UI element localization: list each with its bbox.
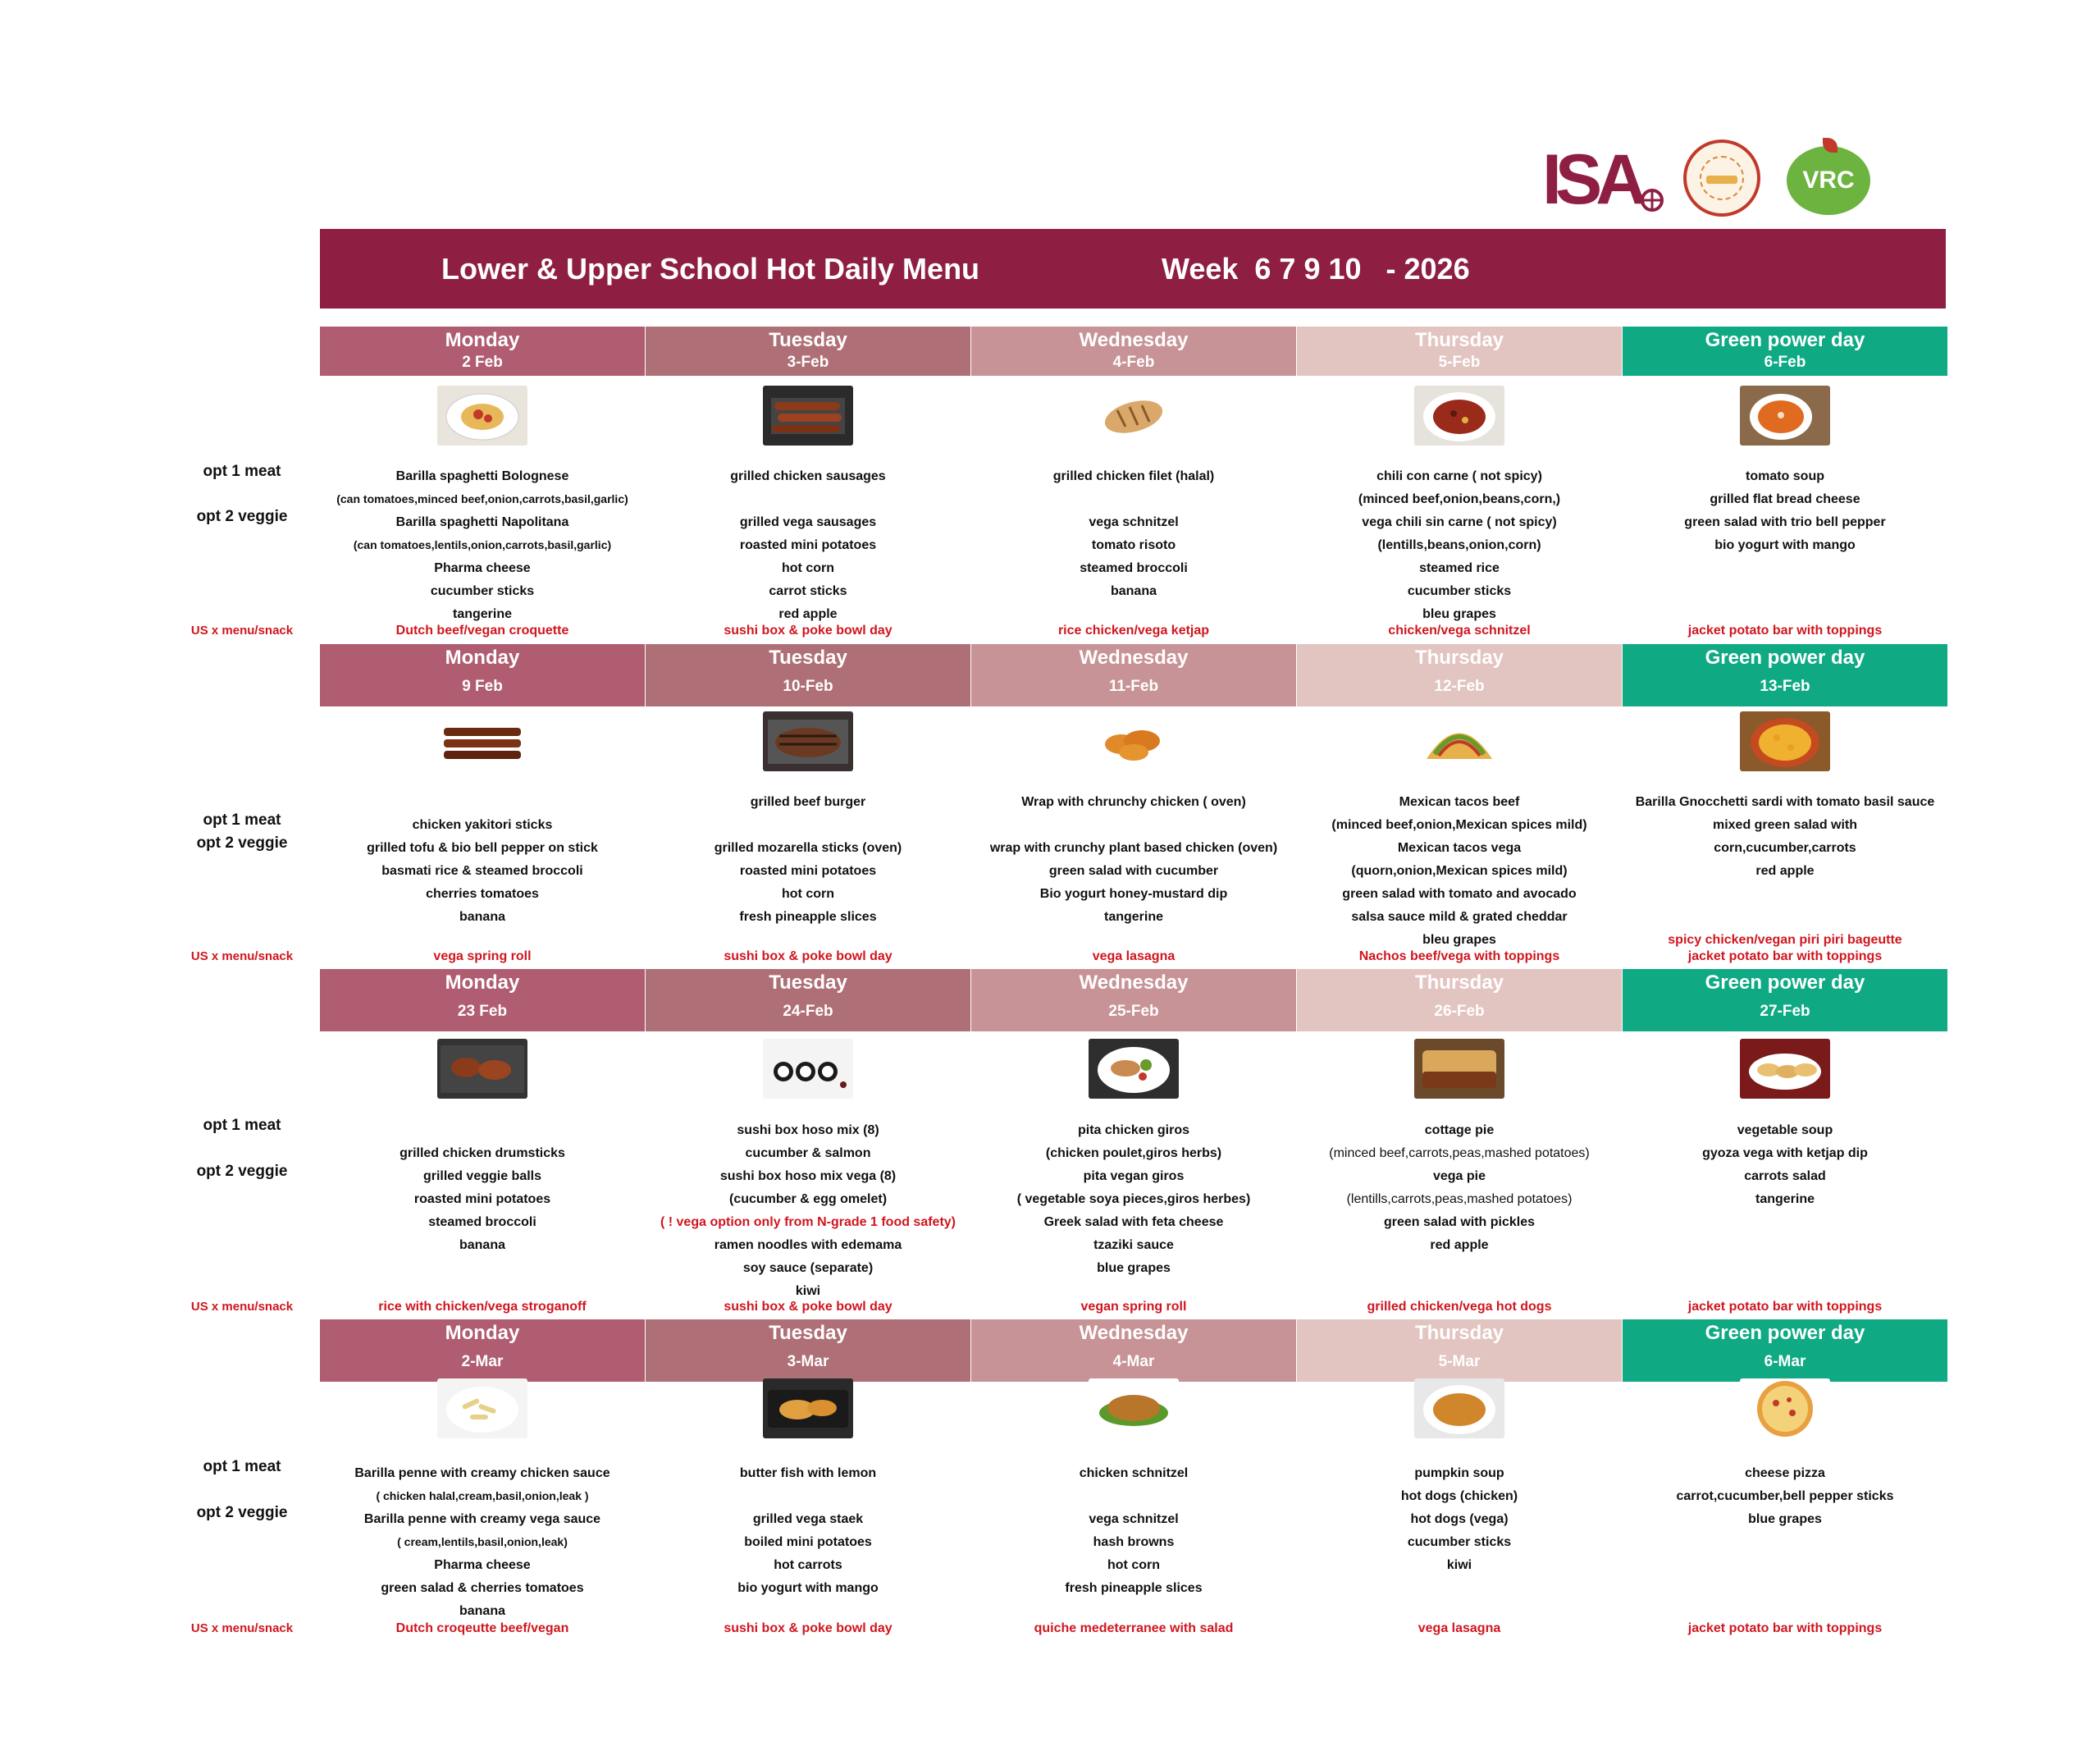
- menu-item: (can tomatoes,minced beef,onion,carrots,basil,garlic): [336, 492, 628, 505]
- food-photo-beef-burger: [763, 711, 853, 771]
- row-label-us: US x menu/snack: [190, 949, 294, 963]
- menu-item: (minced beef,onion,beans,corn,): [1358, 492, 1561, 506]
- menu-item: basmati rice & steamed broccoli: [381, 864, 583, 878]
- food-photo-penne: [437, 1378, 527, 1438]
- menu-item: red apple: [1755, 864, 1815, 878]
- day-name: Thursday: [1414, 971, 1504, 994]
- day-name: Green power day: [1705, 971, 1865, 994]
- day-date: 6-Feb: [1764, 354, 1806, 371]
- us-snack: sushi box & poke bowl day: [724, 1621, 892, 1635]
- food-photo-taco: [1414, 711, 1504, 771]
- day-name: Monday: [445, 1322, 520, 1344]
- day-header: [971, 969, 1296, 1031]
- day-date: 9 Feb: [462, 678, 503, 695]
- food-photo-gyoza: [1740, 1039, 1830, 1099]
- school-food-logo: [1683, 139, 1760, 217]
- row-label-veggie: opt 2 veggie: [196, 834, 288, 852]
- day-header: [1297, 327, 1622, 376]
- day-name: Thursday: [1414, 647, 1504, 669]
- food-photo-tomato-soup: [1740, 386, 1830, 446]
- food-photo-pumpkin-soup: [1414, 1378, 1504, 1438]
- menu-item: banana: [459, 1238, 505, 1252]
- food-photo-giros-plate: [1089, 1039, 1179, 1099]
- row-label-us: US x menu/snack: [190, 1300, 294, 1314]
- menu-item: grilled flat bread cheese: [1710, 492, 1860, 506]
- menu-item: grilled chicken drumsticks: [399, 1146, 565, 1160]
- menu-item: spicy chicken/vegan piri piri bageutte: [1668, 933, 1902, 947]
- menu-item: tangerine: [1103, 910, 1163, 924]
- menu-item: Mexican tacos beef: [1399, 795, 1520, 809]
- menu-item: (can tomatoes,lentils,onion,carrots,basil,garlic): [353, 538, 612, 551]
- menu-item: grilled vega staek: [752, 1512, 864, 1526]
- menu-item: (minced beef,carrots,peas,mashed potatoes): [1329, 1146, 1590, 1160]
- food-photo-drumsticks: [437, 1039, 527, 1099]
- menu-item: green salad & cherries tomatoes: [381, 1581, 584, 1595]
- svg-text:ISA: ISA: [1542, 144, 1641, 212]
- day-header: [646, 969, 970, 1031]
- menu-item: grilled chicken filet (halal): [1052, 469, 1215, 483]
- us-snack: Dutch croqeutte beef/vegan: [395, 1621, 569, 1635]
- menu-item: ( vegetable soya pieces,giros herbes): [1016, 1192, 1251, 1206]
- menu-item: banana: [1110, 584, 1157, 598]
- us-snack: jacket potato bar with toppings: [1687, 624, 1883, 638]
- food-photo-chili-bowl: [1414, 386, 1504, 446]
- day-date: 25-Feb: [1108, 1003, 1159, 1020]
- menu-item: red apple: [778, 607, 838, 621]
- menu-item: sushi box hoso mix (8): [737, 1123, 879, 1137]
- menu-item: Barilla penne with creamy vega sauce: [363, 1512, 601, 1526]
- menu-item: bio yogurt with mango: [737, 1581, 879, 1595]
- menu-item: cottage pie: [1424, 1123, 1495, 1137]
- day-date: 2 Feb: [462, 354, 503, 371]
- day-name: Green power day: [1705, 329, 1865, 351]
- menu-item: Bio yogurt honey-mustard dip: [1039, 887, 1228, 901]
- menu-item: grilled beef burger: [750, 795, 866, 809]
- day-date: 4-Mar: [1112, 1353, 1155, 1370]
- day-date: 4-Feb: [1112, 354, 1155, 371]
- menu-item: vega chili sin carne ( not spicy): [1362, 515, 1557, 529]
- menu-item: blue grapes: [1097, 1261, 1171, 1275]
- menu-item: chicken schnitzel: [1079, 1466, 1189, 1480]
- day-name: Tuesday: [769, 329, 847, 351]
- menu-item: hash browns: [1093, 1535, 1175, 1549]
- day-date: 2-Mar: [461, 1353, 504, 1370]
- menu-item: red apple: [1430, 1238, 1489, 1252]
- menu-item: grilled veggie balls: [422, 1169, 542, 1183]
- menu-item: cucumber & salmon: [745, 1146, 871, 1160]
- day-date: 24-Feb: [783, 1003, 833, 1020]
- menu-item: tomato soup: [1746, 469, 1824, 483]
- menu-item: green salad with tomato and avocado: [1342, 887, 1577, 901]
- menu-item: Barilla penne with creamy chicken sauce: [354, 1466, 610, 1480]
- menu-item: bleu grapes: [1422, 933, 1496, 947]
- day-name: Tuesday: [769, 971, 847, 994]
- day-header: [971, 644, 1296, 706]
- menu-item: hot dogs (vega): [1410, 1512, 1509, 1526]
- row-label-veggie: opt 2 veggie: [196, 1163, 288, 1180]
- day-name: Green power day: [1705, 647, 1865, 669]
- menu-item: roasted mini potatoes: [413, 1192, 551, 1206]
- day-name: Wednesday: [1079, 1322, 1189, 1344]
- day-name: Green power day: [1705, 1322, 1865, 1344]
- menu-item: cucumber sticks: [1407, 584, 1512, 598]
- menu-item: wrap with crunchy plant based chicken (oven): [989, 841, 1278, 855]
- vrc-logo: VRC: [1787, 146, 1870, 215]
- day-header: [646, 327, 970, 376]
- menu-item: Greek salad with feta cheese: [1043, 1215, 1224, 1229]
- menu-item: ramen noodles with edemama: [714, 1238, 902, 1252]
- food-photo-pasta-plate: [437, 386, 527, 446]
- us-snack: rice chicken/vega ketjap: [1057, 624, 1210, 638]
- menu-item: steamed broccoli: [1080, 561, 1188, 575]
- menu-item: tangerine: [1755, 1192, 1815, 1206]
- menu-item: (lentills,carrots,peas,mashed potatoes): [1346, 1192, 1573, 1206]
- us-snack: sushi box & poke bowl day: [724, 1300, 892, 1314]
- us-snack: jacket potato bar with toppings: [1687, 949, 1883, 963]
- menu-item: grilled tofu & bio bell pepper on stick: [367, 841, 598, 855]
- day-header: [1623, 327, 1947, 376]
- menu-item: Barilla spaghetti Bolognese: [395, 469, 569, 483]
- menu-item: blue grapes: [1748, 1512, 1822, 1526]
- day-header: [646, 644, 970, 706]
- menu-item: cucumber sticks: [430, 584, 535, 598]
- day-header: [1623, 644, 1947, 706]
- menu-item: tomato risoto: [1091, 538, 1176, 552]
- row-label-veggie: opt 2 veggie: [196, 1504, 288, 1521]
- menu-item: pumpkin soup: [1414, 1466, 1504, 1480]
- row-label-meat: opt 1 meat: [203, 811, 281, 829]
- day-date: 6-Mar: [1764, 1353, 1806, 1370]
- day-date: 5-Feb: [1438, 354, 1481, 371]
- isa-logo: [1542, 144, 1665, 212]
- menu-item: roasted mini potatoes: [739, 538, 877, 552]
- menu-item: sushi box hoso mix vega (8): [719, 1169, 897, 1183]
- day-name: Wednesday: [1079, 647, 1189, 669]
- menu-item: tzaziki sauce: [1093, 1238, 1174, 1252]
- menu-item: cucumber sticks: [1407, 1535, 1512, 1549]
- day-date: 13-Feb: [1760, 678, 1810, 695]
- menu-item: vegetable soup: [1737, 1123, 1833, 1137]
- day-date: 12-Feb: [1434, 678, 1485, 695]
- day-name: Thursday: [1414, 329, 1504, 351]
- day-date: 11-Feb: [1108, 678, 1159, 695]
- menu-item: fresh pineapple slices: [1065, 1581, 1203, 1595]
- us-snack: Nachos beef/vega with toppings: [1358, 949, 1560, 963]
- day-header: [320, 1319, 645, 1382]
- menu-item: pita vegan giros: [1083, 1169, 1185, 1183]
- menu-item: ( cream,lentils,basil,onion,leak): [397, 1535, 568, 1548]
- menu-item: cheese pizza: [1745, 1466, 1825, 1480]
- menu-item: (minced beef,onion,Mexican spices mild): [1331, 818, 1587, 832]
- day-name: Tuesday: [769, 647, 847, 669]
- day-date: 26-Feb: [1434, 1003, 1485, 1020]
- menu-item: grilled vega sausages: [739, 515, 877, 529]
- day-header: [320, 969, 645, 1031]
- menu-item: pita chicken giros: [1077, 1123, 1190, 1137]
- day-header: [1297, 969, 1622, 1031]
- food-photo-chicken-filet: [1089, 386, 1179, 446]
- menu-item: carrot,cucumber,bell pepper sticks: [1676, 1489, 1894, 1503]
- menu-item: bio yogurt with mango: [1714, 538, 1856, 552]
- us-snack: vega lasagna: [1418, 1621, 1501, 1635]
- food-photo-schnitzel: [1089, 1378, 1179, 1438]
- menu-item: gyoza vega with ketjap dip: [1702, 1146, 1868, 1160]
- menu-item: kiwi: [1446, 1558, 1472, 1572]
- us-snack: jacket potato bar with toppings: [1687, 1621, 1883, 1635]
- day-name: Thursday: [1414, 1322, 1504, 1344]
- food-photo-gnocchetti: [1740, 711, 1830, 771]
- day-name: Wednesday: [1079, 329, 1189, 351]
- row-label-meat: opt 1 meat: [203, 1458, 281, 1475]
- food-photo-crunchy-chicken: [1089, 711, 1179, 771]
- menu-item: tangerine: [452, 607, 512, 621]
- day-header: [1297, 644, 1622, 706]
- day-name: Monday: [445, 647, 520, 669]
- us-snack: chicken/vega schnitzel: [1388, 624, 1531, 638]
- menu-item: cherries tomatoes: [426, 887, 539, 901]
- us-snack: quiche medeterranee with salad: [1034, 1621, 1234, 1635]
- menu-item: chili con carne ( not spicy): [1376, 469, 1542, 483]
- menu-banner: [320, 229, 1946, 309]
- menu-item: carrots salad: [1744, 1169, 1826, 1183]
- food-photo-cheese-pizza: [1740, 1378, 1830, 1438]
- row-label-veggie: opt 2 veggie: [196, 508, 288, 525]
- day-header: [971, 1319, 1296, 1382]
- menu-item: fresh pineapple slices: [739, 910, 877, 924]
- food-photo-sausages-grill: [763, 386, 853, 446]
- menu-item: steamed broccoli: [428, 1215, 536, 1229]
- day-name: Tuesday: [769, 1322, 847, 1344]
- us-snack: rice with chicken/vega stroganoff: [378, 1300, 587, 1314]
- day-header: [646, 1319, 970, 1382]
- menu-item: Pharma cheese: [434, 561, 531, 575]
- menu-item: Wrap with chrunchy chicken ( oven): [1021, 795, 1246, 809]
- row-label-us: US x menu/snack: [190, 1621, 294, 1635]
- menu-item: hot dogs (chicken): [1400, 1489, 1518, 1503]
- menu-item: banana: [459, 910, 505, 924]
- week-label: Week 6 7 9 10 - 2026: [1162, 252, 1470, 286]
- us-snack: sushi box & poke bowl day: [724, 624, 892, 638]
- day-header: [1623, 969, 1947, 1031]
- day-header: [971, 327, 1296, 376]
- us-snack: vega spring roll: [433, 949, 532, 963]
- day-name: Wednesday: [1079, 971, 1189, 994]
- page-title: Lower & Upper School Hot Daily Menu: [441, 252, 980, 286]
- menu-item: banana: [459, 1604, 505, 1618]
- menu-item: kiwi: [795, 1284, 821, 1298]
- menu-item: hot corn: [782, 561, 834, 575]
- us-snack: vegan spring roll: [1080, 1300, 1187, 1314]
- menu-item: soy sauce (separate): [742, 1261, 874, 1275]
- menu-item: mixed green salad with: [1712, 818, 1858, 832]
- menu-item: salsa sauce mild & grated cheddar: [1351, 910, 1568, 924]
- menu-item: vega pie: [1432, 1169, 1486, 1183]
- menu-item: roasted mini potatoes: [739, 864, 877, 878]
- menu-item: grilled mozarella sticks (oven): [714, 841, 902, 855]
- day-header: [1297, 1319, 1622, 1382]
- menu-item: vega schnitzel: [1089, 1512, 1179, 1526]
- menu-item: Mexican tacos vega: [1397, 841, 1522, 855]
- row-label-meat: opt 1 meat: [203, 1117, 281, 1134]
- day-date: 3-Feb: [787, 354, 829, 371]
- menu-item: ( ! vega option only from N-grade 1 food safety): [660, 1215, 956, 1229]
- us-snack: vega lasagna: [1092, 949, 1176, 963]
- us-snack: jacket potato bar with toppings: [1687, 1300, 1883, 1314]
- menu-item: carrot sticks: [769, 584, 847, 598]
- menu-item: vega schnitzel: [1089, 515, 1179, 529]
- day-date: 3-Mar: [787, 1353, 829, 1370]
- menu-item: Pharma cheese: [434, 1558, 531, 1572]
- menu-item: green salad with pickles: [1383, 1215, 1536, 1229]
- menu-item: boiled mini potatoes: [744, 1535, 872, 1549]
- us-snack: Dutch beef/vegan croquette: [395, 624, 569, 638]
- menu-item: green salad with cucumber: [1048, 864, 1219, 878]
- menu-item: Barilla spaghetti Napolitana: [395, 515, 569, 529]
- day-date: 5-Mar: [1438, 1353, 1481, 1370]
- food-photo-fish-board: [763, 1378, 853, 1438]
- menu-item: bleu grapes: [1422, 607, 1496, 621]
- food-photo-yakitori: [437, 711, 527, 771]
- row-label-us: US x menu/snack: [190, 624, 294, 638]
- menu-item: (lentills,beans,onion,corn): [1377, 538, 1541, 552]
- day-name: Monday: [445, 329, 520, 351]
- day-header: [1623, 1319, 1947, 1382]
- day-date: 23 Feb: [457, 1003, 508, 1020]
- menu-item: hot carrots: [774, 1558, 842, 1572]
- food-photo-cottage-pie: [1414, 1039, 1504, 1099]
- menu-item: ( chicken halal,cream,basil,onion,leak ): [376, 1489, 589, 1502]
- day-header: [320, 327, 645, 376]
- menu-item: steamed rice: [1419, 561, 1500, 575]
- day-name: Monday: [445, 971, 520, 994]
- us-snack: sushi box & poke bowl day: [724, 949, 892, 963]
- menu-item: butter fish with lemon: [739, 1466, 877, 1480]
- logos: [1542, 139, 1887, 222]
- menu-item: corn,cucumber,carrots: [1714, 841, 1856, 855]
- menu-item: (chicken poulet,giros herbs): [1045, 1146, 1222, 1160]
- food-photo-sushi: [763, 1039, 853, 1099]
- menu-item: (quorn,onion,Mexican spices mild): [1351, 864, 1568, 878]
- day-date: 27-Feb: [1760, 1003, 1810, 1020]
- day-header: [320, 644, 645, 706]
- menu-item: chicken yakitori sticks: [412, 818, 553, 832]
- row-label-meat: opt 1 meat: [203, 463, 281, 480]
- menu-item: hot corn: [1107, 1558, 1160, 1572]
- day-date: 10-Feb: [783, 678, 833, 695]
- menu-item: grilled chicken sausages: [730, 469, 886, 483]
- menu-item: Barilla Gnocchetti sardi with tomato basil sauce: [1635, 795, 1935, 809]
- menu-item: green salad with trio bell pepper: [1684, 515, 1886, 529]
- menu-item: (cucumber & egg omelet): [728, 1192, 888, 1206]
- menu-item: hot corn: [782, 887, 834, 901]
- us-snack: grilled chicken/vega hot dogs: [1367, 1300, 1552, 1314]
